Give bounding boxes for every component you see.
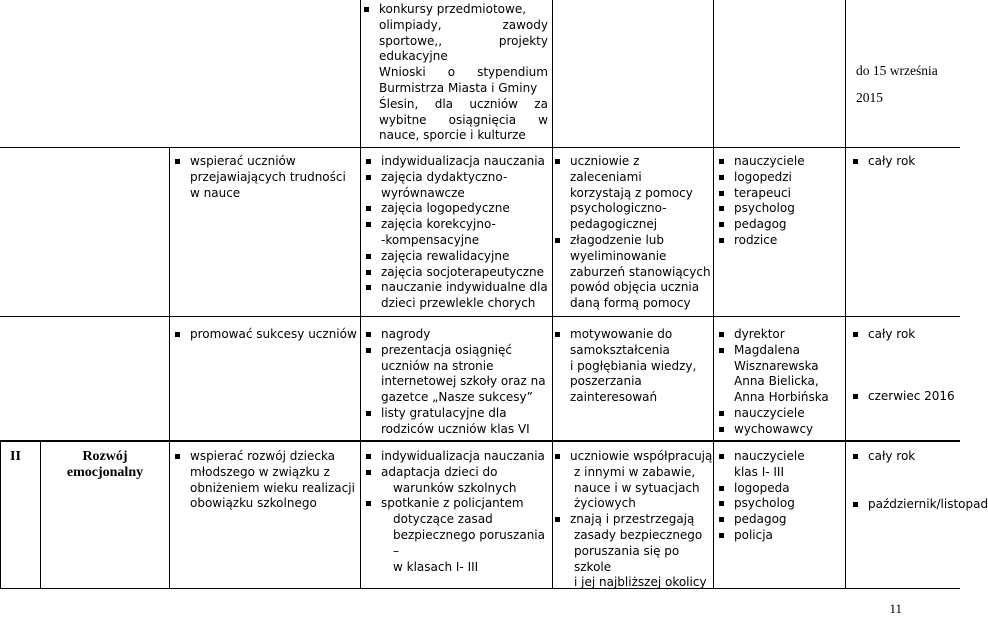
- list-line: nauce i w sytuacjach: [574, 480, 700, 495]
- list-line: zajęcia dydaktyczno-: [381, 169, 508, 184]
- list-line: zawody: [502, 17, 548, 32]
- list-item: [717, 343, 845, 406]
- list-item: pedagog: [717, 512, 845, 528]
- list-line: samokształcenia: [570, 342, 670, 357]
- list-line: osiągnięcia: [448, 112, 517, 127]
- list-item: [553, 512, 713, 591]
- list-line: listy gratulacyjne dla: [381, 405, 507, 420]
- list-line: adaptacja dzieci do: [381, 464, 498, 479]
- goal-item: [173, 449, 359, 512]
- row3-responsible-cell: [717, 449, 845, 544]
- list-item: [364, 343, 552, 406]
- area-line: Rozwój: [82, 449, 128, 464]
- list-line: korzystają z pomocy: [570, 185, 693, 200]
- list-item: cały rok: [851, 327, 960, 343]
- list-line: spotkanie z policjantem: [381, 496, 524, 511]
- list-item: logopedzi: [717, 170, 845, 186]
- list-item: [364, 465, 552, 497]
- list-item: [553, 154, 713, 233]
- goal-line: w nauce: [190, 185, 241, 200]
- list-item: psycholog: [717, 496, 845, 512]
- list-line: klas I- III: [734, 464, 785, 479]
- list-line: dla: [434, 96, 454, 111]
- list-line: konkursy przedmiotowe,: [379, 2, 527, 16]
- list-line: dotyczące zasad: [393, 512, 493, 527]
- list-line: pedagogicznej: [570, 217, 658, 232]
- row3-area-cell: [42, 449, 168, 481]
- row3-number-cell: II: [10, 449, 21, 464]
- list-item: [362, 2, 548, 144]
- list-line: Anna Horbińska: [734, 390, 829, 405]
- list-line: uczniów na stronie: [381, 358, 494, 373]
- list-line: uczniów: [469, 96, 518, 111]
- list-item: wychowawcy: [717, 422, 845, 438]
- list-item: [553, 449, 713, 512]
- list-item: indywidualizacja nauczania: [364, 154, 552, 170]
- row2-goal-cell: [173, 327, 359, 343]
- list-item: rodzice: [717, 233, 845, 249]
- year-text: 2015: [856, 90, 883, 105]
- row2-forms-cell: [364, 327, 552, 438]
- top-forms-cell: [362, 2, 548, 144]
- row1-goal-cell: [173, 154, 359, 201]
- goal-item: promować sukcesy uczniów: [173, 327, 359, 343]
- list-line: sportowe,,: [379, 33, 443, 48]
- list-line: nauczyciele: [734, 449, 805, 463]
- list-line: zajęcia korekcyjno-: [381, 217, 496, 232]
- list-item: cały rok: [851, 449, 960, 465]
- goal-item: [173, 154, 359, 201]
- list-line: wyrównawcze: [381, 185, 465, 200]
- row2-responsible-cell: [717, 327, 845, 438]
- list-item: [364, 217, 552, 249]
- list-line: poruszania się po szkole: [574, 543, 680, 574]
- list-line: poszerzania: [570, 374, 642, 389]
- goal-line: przejawiających trudności: [190, 169, 346, 184]
- list-item: pedagog: [717, 217, 845, 233]
- col-divider: [713, 0, 714, 589]
- row2-effects-cell: [553, 327, 713, 406]
- goal-line: wspierać uczniów: [190, 154, 296, 168]
- col-divider: [0, 441, 1, 589]
- list-line: złagodzenie lub: [570, 232, 665, 247]
- list-line: warunków szkolnych: [393, 480, 517, 495]
- goal-line: obowiązku szkolnego: [190, 496, 317, 511]
- list-item: psycholog: [717, 201, 845, 217]
- list-item: zajęcia logopedyczne: [364, 201, 552, 217]
- list-item: zajęcia rewalidacyjne: [364, 249, 552, 265]
- col-divider: [169, 147, 170, 589]
- col-divider: [360, 0, 361, 589]
- list-line: Burmistrza Miasta i Gminy: [379, 80, 538, 95]
- row3-term-cell: [851, 449, 988, 513]
- list-line: Anna Bielicka,: [734, 374, 819, 389]
- row3-effects-cell: [553, 449, 713, 591]
- list-line: z innymi w zabawie,: [574, 464, 696, 479]
- list-line: daną formą pomocy: [570, 296, 691, 311]
- row1-term-cell: [851, 154, 960, 170]
- row-divider: [0, 441, 960, 442]
- col-divider: [40, 441, 41, 589]
- list-line: zainteresowań: [570, 390, 658, 405]
- list-line: gazetce „Nasze sukcesy”: [381, 390, 533, 405]
- row-divider: [0, 588, 960, 589]
- row1-forms-cell: [364, 154, 552, 312]
- list-line: projekty: [498, 33, 548, 48]
- list-line: i jej najbliższej okolicy: [574, 575, 707, 590]
- list-line: za: [534, 96, 548, 111]
- list-item: [364, 406, 552, 438]
- list-line: zasady bezpiecznego: [574, 527, 703, 542]
- list-line: w klasach I- III: [393, 559, 479, 574]
- list-line: wybitne: [379, 112, 427, 127]
- list-item: [364, 170, 552, 202]
- list-item: logopeda: [717, 481, 845, 497]
- list-item: terapeuci: [717, 186, 845, 202]
- list-line: edukacyjne: [379, 49, 448, 64]
- page-number: 11: [889, 601, 902, 616]
- list-item: zajęcia socjoterapeutyczne: [364, 265, 552, 281]
- list-line: w: [538, 112, 548, 127]
- list-item: [364, 496, 552, 575]
- list-line: nauce, sporcie i kulturze: [379, 128, 526, 143]
- list-line: zaburzeń stanowiących: [570, 264, 711, 279]
- list-item: policja: [717, 528, 845, 544]
- list-item: czerwiec 2016: [851, 389, 960, 405]
- list-line: Ślesin,: [379, 96, 419, 111]
- row3-forms-cell: [364, 449, 552, 575]
- list-item: cały rok: [851, 154, 960, 170]
- col-divider: [845, 0, 846, 589]
- list-line: motywowanie do: [570, 327, 673, 341]
- list-line: uczniowie współpracują: [570, 449, 713, 463]
- list-line: nauczanie indywidualne dla: [381, 280, 548, 295]
- list-item: nauczyciele: [717, 406, 845, 422]
- list-line: internetowej szkoły oraz na: [381, 374, 546, 389]
- list-line: Magdalena: [734, 342, 800, 357]
- list-line: psychologiczno-: [570, 201, 667, 216]
- list-line: o: [447, 65, 456, 80]
- list-line: Wisznarewska: [734, 358, 819, 373]
- list-line: życiowych: [574, 496, 636, 511]
- row-divider: [0, 316, 960, 317]
- list-line: dzieci przewlekle chorych: [381, 296, 536, 311]
- list-item: indywidualizacja nauczania: [364, 449, 552, 465]
- goal-line: obniżeniem wieku realizacji: [190, 480, 355, 495]
- list-line: prezentacja osiągnięć: [381, 342, 512, 357]
- list-line: bezpiecznego poruszania –: [393, 527, 545, 558]
- top-term-cell: [856, 63, 960, 105]
- list-item: nauczyciele: [717, 154, 845, 170]
- list-line: -kompensacyjne: [381, 232, 480, 247]
- list-item: dyrektor: [717, 327, 845, 343]
- list-item: październik/listopad: [851, 497, 960, 513]
- list-line: uczniowie z zaleceniami: [570, 154, 642, 184]
- list-item: [717, 449, 845, 481]
- list-item: [364, 280, 552, 312]
- list-item: [553, 327, 713, 406]
- list-line: wyeliminowanie: [570, 248, 667, 263]
- goal-line: młodszego w związku z: [190, 464, 330, 479]
- deadline-text: do 15 września: [856, 63, 938, 78]
- list-item: nagrody: [364, 327, 552, 343]
- row2-term-cell: [851, 327, 960, 405]
- row3-goal-cell: [173, 449, 359, 512]
- list-line: stypendium: [477, 65, 548, 80]
- area-line: emocjonalny: [66, 465, 144, 480]
- row1-effects-cell: [553, 154, 713, 312]
- list-line: powód objęcia ucznia: [570, 280, 700, 295]
- row-divider: [0, 147, 960, 148]
- list-line: olimpiady,: [379, 17, 442, 32]
- goal-line: wspierać rozwój dziecka: [190, 449, 336, 463]
- list-line: znają i przestrzegają: [570, 512, 695, 527]
- list-line: i pogłębiania wiedzy,: [570, 358, 697, 373]
- row1-responsible-cell: [717, 154, 845, 249]
- list-line: Wnioski: [379, 65, 426, 80]
- list-line: rodziców uczniów klas VI: [381, 421, 530, 436]
- list-item: [553, 233, 713, 312]
